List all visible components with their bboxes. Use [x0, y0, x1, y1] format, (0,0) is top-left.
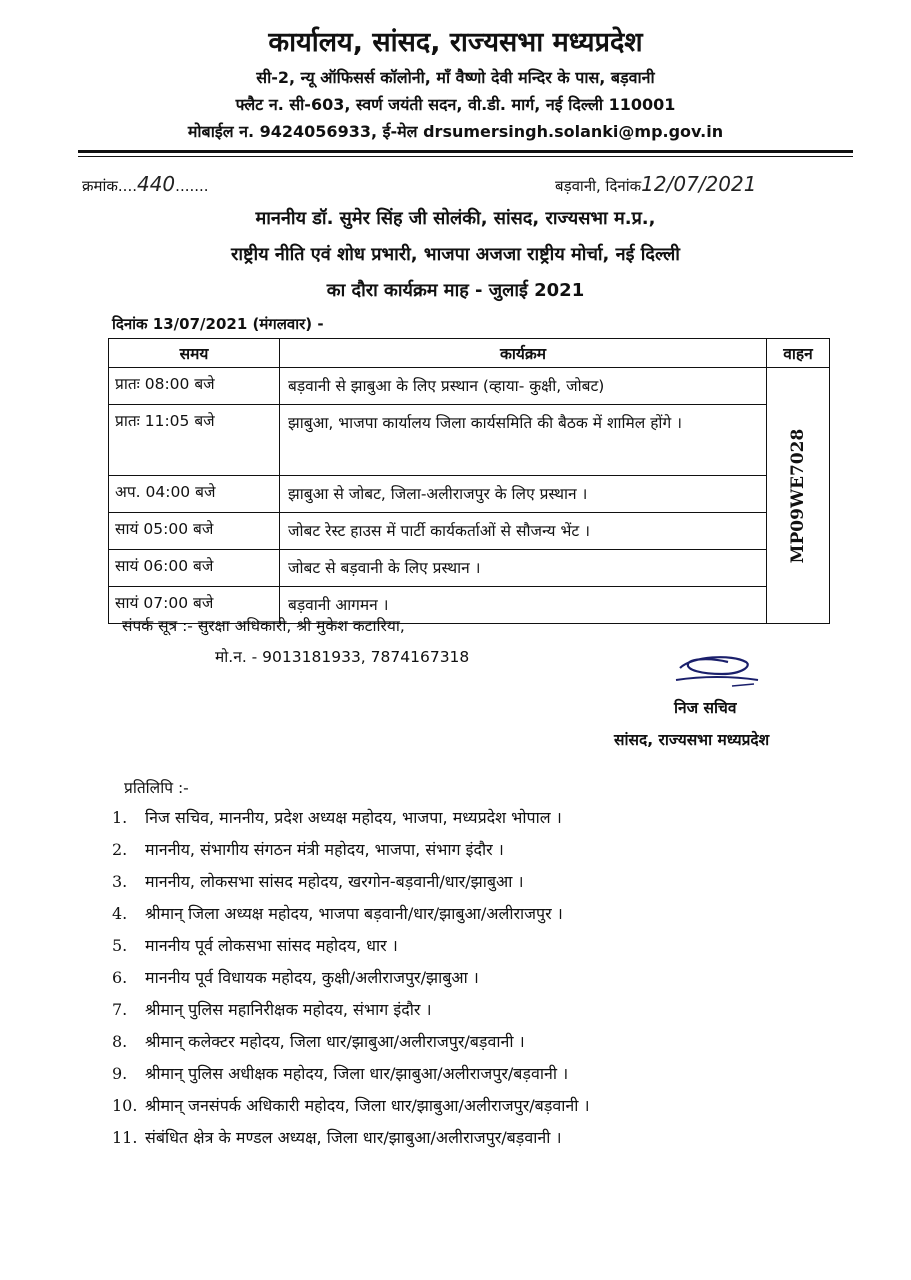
- table-row: [109, 476, 830, 513]
- list-item: [112, 806, 562, 828]
- header-program: कार्यक्रम: [280, 339, 767, 368]
- row-program: झाबुआ से जोबट, जिला-अलीराजपुर के लिए प्रस्थान ।: [280, 476, 767, 513]
- office-title: कार्यालय, सांसद, राज्यसभा मध्यप्रदेश: [268, 27, 643, 58]
- list-number: 3.: [112, 872, 128, 891]
- list-text: श्रीमान् पुलिस महानिरीक्षक महोदय, संभाग इंदौर ।: [145, 1000, 432, 1019]
- row-time: प्रातः 11:05 बजे: [109, 405, 280, 476]
- list-item: [112, 870, 524, 892]
- list-number: 9.: [112, 1064, 128, 1083]
- list-item: [112, 1030, 525, 1052]
- header-vehicle: वाहन: [767, 339, 830, 368]
- list-text: श्रीमान् जनसंपर्क अधिकारी महोदय, जिला धार/झाबुआ/अलीराजपुर/बड़वानी ।: [145, 1096, 590, 1115]
- list-number: 2.: [112, 840, 128, 859]
- row-time: प्रातः 08:00 बजे: [109, 368, 280, 405]
- signatory-office: सांसद, राज्यसभा मध्यप्रदेश: [614, 731, 770, 749]
- copy-heading: प्रतिलिपि :-: [124, 779, 189, 797]
- vehicle-number: MP09WE7028: [788, 428, 808, 563]
- table-row: [109, 513, 830, 550]
- list-item: [112, 902, 563, 924]
- schedule-date: दिनांक 13/07/2021 (मंगलवार) -: [112, 315, 324, 333]
- table-row: [109, 550, 830, 587]
- list-item: [112, 1126, 562, 1148]
- row-time: सायं 06:00 बजे: [109, 550, 280, 587]
- row-time: अप. 04:00 बजे: [109, 476, 280, 513]
- reference-dots: ....: [117, 177, 137, 195]
- vehicle-cell: [767, 368, 830, 624]
- signatory-title: निज सचिव: [674, 699, 737, 717]
- list-number: 7.: [112, 1000, 128, 1019]
- list-number: 5.: [112, 936, 128, 955]
- reference-label: क्रमांक: [82, 177, 118, 195]
- list-item: [112, 934, 398, 956]
- letter-date: [555, 172, 756, 196]
- list-text: श्रीमान् जिला अध्यक्ष महोदय, भाजपा बड़वानी/धार/झाबुआ/अलीराजपुर ।: [145, 904, 563, 923]
- signature-scribble: [672, 650, 762, 694]
- row-time: सायं 05:00 बजे: [109, 513, 280, 550]
- reference-number: [82, 172, 209, 196]
- list-number: 10.: [112, 1096, 138, 1115]
- reference-dots-after: .......: [175, 177, 209, 195]
- address-line-1: सी-2, न्यू ऑफिसर्स कॉलोनी, माँ वैष्णो देवी मन्दिर के पास, बड़वानी: [256, 68, 655, 87]
- row-program: जोबट से बड़वानी के लिए प्रस्थान ।: [280, 550, 767, 587]
- title-line-1: माननीय डॉ. सुमेर सिंह जी सोलंकी, सांसद, राज्यसभा म.प्र.,: [255, 208, 656, 229]
- title-line-2: राष्ट्रीय नीति एवं शोध प्रभारी, भाजपा अजजा राष्ट्रीय मोर्चा, नई दिल्ली: [231, 244, 680, 265]
- list-item: [112, 1094, 590, 1116]
- signature-image: [672, 650, 762, 698]
- list-item: [112, 1062, 568, 1084]
- list-number: 4.: [112, 904, 128, 923]
- header-rule: [78, 150, 853, 153]
- row-program: झाबुआ, भाजपा कार्यालय जिला कार्यसमिति की बैठक में शामिल होंगे ।: [280, 405, 767, 476]
- list-text: माननीय पूर्व लोकसभा सांसद महोदय, धार ।: [145, 936, 398, 955]
- row-program: बड़वानी आगमन ।: [280, 587, 767, 624]
- list-text: निज सचिव, माननीय, प्रदेश अध्यक्ष महोदय, भाजपा, मध्यप्रदेश भोपाल ।: [145, 808, 562, 827]
- list-text: श्रीमान् पुलिस अधीक्षक महोदय, जिला धार/झाबुआ/अलीराजपुर/बड़वानी ।: [145, 1064, 569, 1083]
- date-value: 12/07/2021: [641, 172, 757, 196]
- row-program: बड़वानी से झाबुआ के लिए प्रस्थान (व्हाया- कुक्षी, जोबट): [280, 368, 767, 405]
- list-number: 1.: [112, 808, 128, 827]
- list-item: [112, 966, 479, 988]
- header-rule-thin: [78, 156, 853, 157]
- list-number: 8.: [112, 1032, 128, 1051]
- list-text: माननीय, संभागीय संगठन मंत्री महोदय, भाजपा, संभाग इंदौर ।: [145, 840, 504, 859]
- table-row: [109, 405, 830, 476]
- table-row: [109, 368, 830, 405]
- place-date-label: बड़वानी, दिनांक: [555, 177, 642, 195]
- reference-value: 440: [136, 172, 176, 196]
- list-number: 11.: [112, 1128, 138, 1147]
- list-number: 6.: [112, 968, 128, 987]
- header-time: समय: [109, 339, 280, 368]
- table-header-row: [109, 339, 830, 368]
- list-text: माननीय, लोकसभा सांसद महोदय, खरगोन-बड़वानी/धार/झाबुआ ।: [145, 872, 524, 891]
- contact-mobile: मो.न. - 9013181933, 7874167318: [215, 648, 470, 666]
- contact-person: संपर्क सूत्र :- सुरक्षा अधिकारी, श्री मुकेश कटारिया,: [122, 617, 405, 635]
- list-text: संबंधित क्षेत्र के मण्डल अध्यक्ष, जिला धार/झाबुआ/अलीराजपुर/बड़वानी ।: [145, 1128, 562, 1147]
- list-text: श्रीमान् कलेक्टर महोदय, जिला धार/झाबुआ/अलीराजपुर/बड़वानी ।: [145, 1032, 525, 1051]
- schedule-table: [108, 338, 830, 624]
- address-line-2: फ्लैट न. सी-603, स्वर्ण जयंती सदन, वी.डी. मार्ग, नई दिल्ली 110001: [235, 95, 676, 114]
- list-item: [112, 998, 432, 1020]
- title-line-3: का दौरा कार्यक्रम माह - जुलाई 2021: [326, 280, 585, 301]
- row-time: सायं 07:00 बजे: [109, 587, 280, 624]
- row-program: जोबट रेस्ट हाउस में पार्टी कार्यकर्ताओं से सौजन्य भेंट ।: [280, 513, 767, 550]
- list-item: [112, 838, 504, 860]
- contact-line: मोबाईल न. 9424056933, ई-मेल drsumersingh.solanki@mp.gov.in: [187, 122, 724, 141]
- list-text: माननीय पूर्व विधायक महोदय, कुक्षी/अलीराजपुर/झाबुआ ।: [145, 968, 479, 987]
